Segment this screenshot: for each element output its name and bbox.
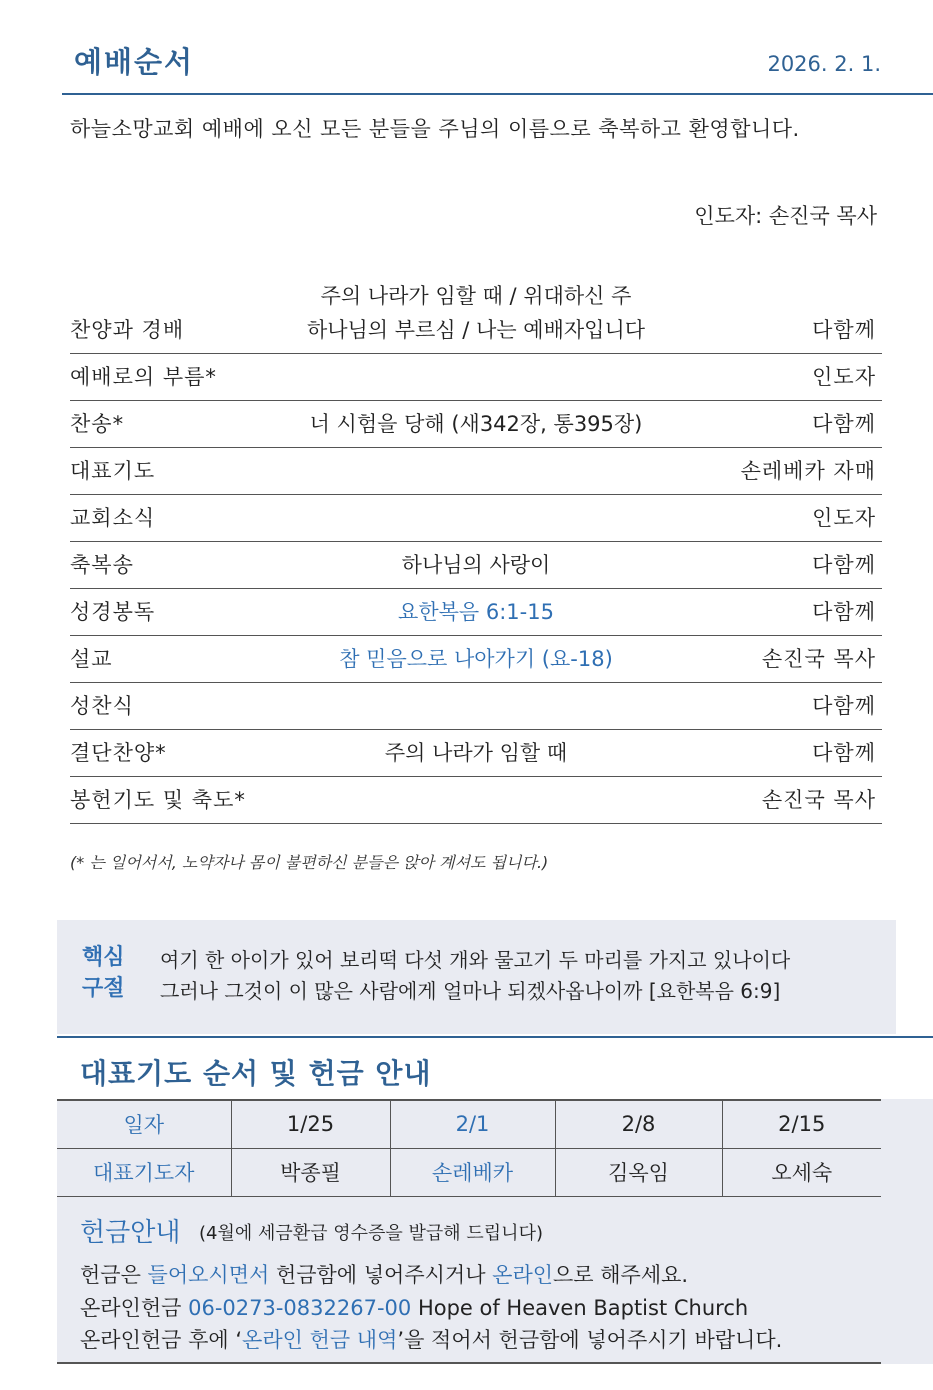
order-item-leader: 다함께 [812, 553, 876, 577]
order-item-detail [210, 279, 742, 347]
order-row [70, 495, 882, 542]
table-cell: 2/8 [555, 1100, 722, 1148]
order-item-leader: 손진국 목사 [761, 647, 876, 671]
order-row [70, 542, 882, 589]
table-cell: 오세숙 [722, 1148, 881, 1196]
offering-heading: 헌금안내 [80, 1218, 181, 1248]
prayer-schedule-table [57, 1099, 881, 1197]
order-item-name: 축복송 [70, 553, 134, 577]
offering-text: 온라인헌금 [80, 1296, 189, 1320]
order-item-name: 봉헌기도 및 축도* [70, 788, 246, 812]
order-item-name: 성찬식 [70, 694, 134, 718]
sermon-title-link[interactable]: 참 믿음으로 나아가기 (요-18) [339, 647, 613, 671]
table-cell: 2/15 [722, 1100, 881, 1148]
table-row [57, 1148, 881, 1196]
account-holder: Hope of Heaven Baptist Church [411, 1296, 749, 1320]
worship-order-table [70, 276, 882, 824]
order-row [70, 276, 882, 354]
online-offering-account [80, 1292, 748, 1322]
offering-text: 헌금함에 넣어주시거나 [269, 1263, 493, 1287]
offering-highlight: 온라인 헌금 내역 [242, 1328, 398, 1352]
order-row [70, 636, 882, 683]
offering-instruction [80, 1259, 688, 1289]
online-offering-note [80, 1324, 782, 1354]
section-divider [57, 1036, 933, 1038]
order-item-detail: 너 시험을 당해 (새342장, 통395장) [309, 412, 643, 436]
key-verse-label [82, 942, 125, 1004]
order-item-leader: 다함께 [812, 694, 876, 718]
table-cell: 2/1 [390, 1100, 555, 1148]
page-title: 예배순서 [74, 45, 195, 79]
order-item-name: 찬송* [70, 412, 125, 436]
key-verse-panel [57, 920, 896, 1034]
order-item-name: 결단찬양* [70, 741, 167, 765]
offering-text: 으로 해주세요. [553, 1263, 689, 1287]
prayer-offering-heading: 대표기도 순서 및 헌금 안내 [80, 1057, 432, 1090]
order-item-leader: 인도자 [812, 506, 876, 530]
order-item-leader: 다함께 [812, 412, 876, 436]
order-item-leader: 다함께 [812, 741, 876, 765]
order-item-detail: 하나님의 사랑이 [401, 553, 551, 577]
table-header-cell: 대표기도자 [57, 1148, 231, 1196]
order-item-detail-line: 하나님의 부르심 / 나는 예배자입니다 [306, 318, 646, 342]
table-cell: 박종필 [231, 1148, 390, 1196]
order-row [70, 777, 882, 824]
key-verse-label-line: 구절 [82, 976, 125, 1001]
order-item-name: 설교 [70, 647, 113, 671]
offering-text: 헌금은 [80, 1263, 148, 1287]
order-item-leader: 손레베카 자매 [740, 459, 876, 483]
offering-text: ’을 적어서 헌금함에 넣어주시기 바랍니다. [397, 1328, 783, 1352]
order-row [70, 683, 882, 730]
order-item-name: 교회소식 [70, 506, 156, 530]
order-item-name: 예배로의 부름* [70, 365, 217, 389]
welcome-message: 하늘소망교회 예배에 오신 모든 분들을 주님의 이름으로 축복하고 환영합니다. [70, 117, 800, 141]
order-item-leader: 손진국 목사 [761, 788, 876, 812]
scripture-reading-link[interactable]: 요한복음 6:1-15 [398, 600, 554, 624]
service-leader: 인도자: 손진국 목사 [694, 204, 877, 228]
order-row [70, 730, 882, 777]
order-item-name: 찬양과 경배 [70, 318, 185, 342]
order-item-leader: 다함께 [812, 600, 876, 624]
table-row [57, 1100, 881, 1148]
account-number[interactable]: 06-0273-0832267-00 [188, 1296, 412, 1320]
order-row [70, 401, 882, 448]
key-verse-line: 그러나 그것이 이 많은 사람에게 얼마나 되겠사옵나이까 [요한복음 6:9] [160, 979, 781, 1003]
bottom-divider [57, 1362, 881, 1364]
order-item-name: 대표기도 [70, 459, 156, 483]
order-row [70, 589, 882, 636]
offering-subtitle: (4월에 세금환급 영수증을 발급해 드립니다) [199, 1223, 543, 1244]
table-header-cell: 일자 [57, 1100, 231, 1148]
key-verse-text [160, 945, 790, 1007]
order-item-detail-line: 주의 나라가 임할 때 / 위대하신 주 [320, 284, 632, 308]
order-item-leader: 다함께 [812, 318, 876, 342]
table-cell: 손레베카 [390, 1148, 555, 1196]
offering-highlight: 온라인 [492, 1263, 554, 1287]
order-row [70, 448, 882, 495]
header-divider [62, 93, 933, 95]
service-date: 2026. 2. 1. [767, 52, 881, 76]
standing-note: (* 는 일어서서, 노약자나 몸이 불편하신 분들은 앉아 계셔도 됩니다.) [70, 853, 549, 872]
key-verse-line: 여기 한 아이가 있어 보리떡 다섯 개와 물고기 두 마리를 가지고 있나이다 [160, 948, 791, 972]
table-cell: 김옥임 [555, 1148, 722, 1196]
order-row [70, 354, 882, 401]
table-cell: 1/25 [231, 1100, 390, 1148]
key-verse-label-line: 핵심 [82, 945, 125, 970]
offering-text: 온라인헌금 후에 ‘ [80, 1328, 243, 1352]
offering-highlight: 들어오시면서 [147, 1263, 270, 1287]
order-item-name: 성경봉독 [70, 600, 156, 624]
order-item-detail: 주의 나라가 임할 때 [384, 741, 568, 765]
order-item-leader: 인도자 [812, 365, 876, 389]
